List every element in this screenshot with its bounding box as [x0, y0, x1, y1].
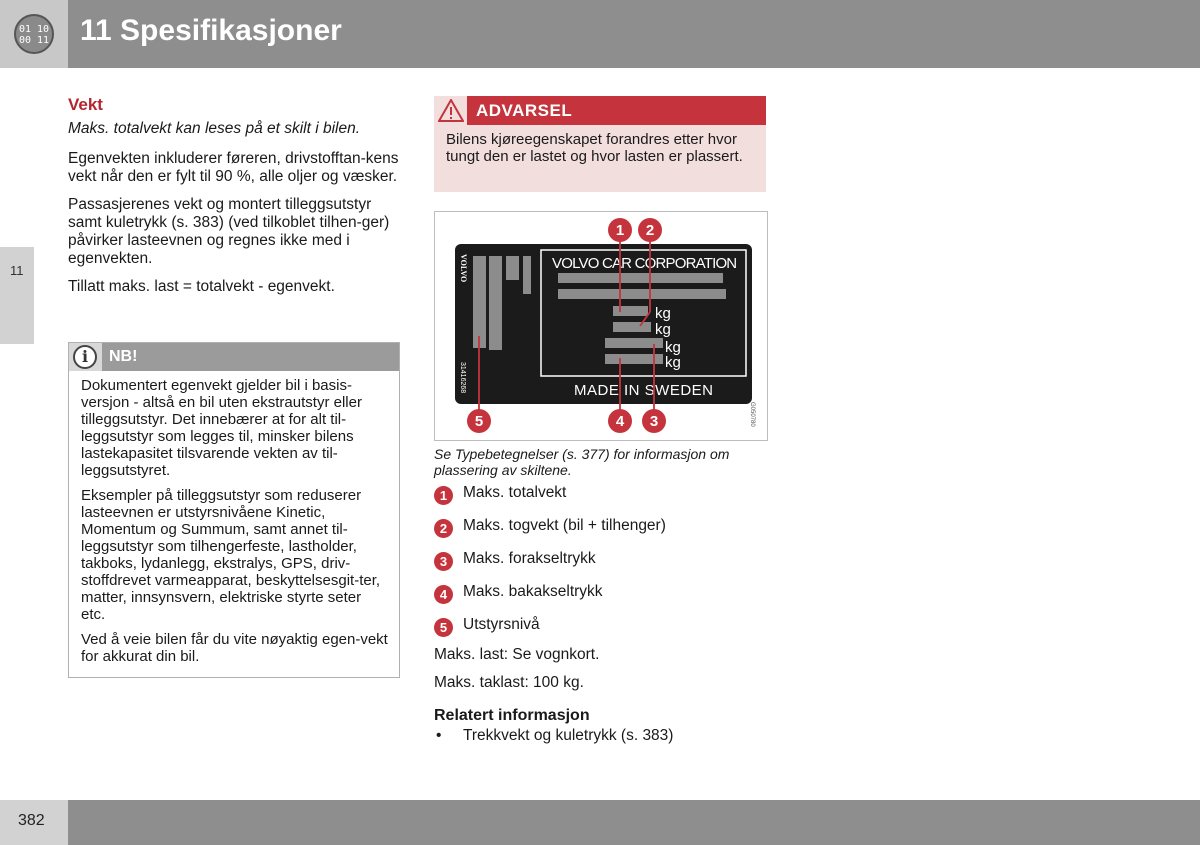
plate-bar [523, 256, 531, 294]
legend-item [434, 583, 774, 616]
callout-legend [434, 484, 774, 649]
plate-corporation: VOLVO CAR CORPORATION [552, 255, 737, 272]
legend-number-badge: 1 [434, 486, 453, 505]
legend-item [434, 517, 774, 550]
plate-bar [489, 256, 502, 326]
callout-label-3: 3 [649, 413, 659, 430]
note-title: NB! [109, 348, 138, 365]
paragraph-max-load-formula: Tillatt maks. last = totalvekt - egenvekt. [68, 278, 335, 295]
paragraph-passengers: Passasjerenes vekt og montert tilleggsutstyr samt kuletrykk (s. 383) (ved tilkoblet tilhen-ger) påvirker lasteevnen og regnes ikke med i egenvekten. [68, 196, 390, 267]
related-link[interactable]: Trekkvekt og kuletrykk (s. 383) [463, 727, 674, 744]
warning-header [434, 96, 766, 125]
page-number: 382 [18, 812, 45, 829]
legend-item [434, 616, 774, 649]
weight-plate-figure [434, 211, 768, 441]
legend-label: Utstyrsnivå [463, 616, 540, 633]
plate-code-vertical: 31416268 [459, 362, 466, 394]
plate-bar [489, 320, 502, 350]
weight-plate-illustration [435, 212, 769, 442]
section-heading: Vekt [68, 95, 103, 114]
note-paragraph-2: Eksempler på tilleggsutstyr som reduserer lasteevnen er utstyrsnivåene Kinetic, Momentum og Summum, samt annet til-leggsutstyr som tilhengerfeste, lastholder, takboks, lydanlegg, ekstralys, GPS, driv-stoffdrevet varmeapparat, beskyttelsesgit-ter, matter, innsynsvern, elektriske styrte seter etc. [81, 487, 381, 623]
plate-bar [506, 256, 519, 280]
note-paragraph-1: Dokumentert egenvekt gjelder bil i basis-versjon - altså en bil uten ekstrautstyr eller tilleggsutstyr. Det innebærer at for alt til-leggsutstyr som legges til, minsker bilens lastekapasitet tilsvarende vekten av til-leggsutstyret. [81, 377, 362, 479]
warning-box [434, 96, 766, 192]
plate-unit: kg [665, 339, 681, 356]
legend-item [434, 550, 774, 583]
plate-made-in: MADE IN SWEDEN [574, 382, 714, 399]
figure-caption: Se Typebetegnelser (s. 377) for informasjon om plassering av skiltene. [434, 446, 730, 478]
plate-unit: kg [655, 305, 671, 322]
max-load-text: Maks. last: Se vognkort. [434, 646, 600, 663]
note-header [69, 343, 399, 371]
warning-text: Bilens kjøreegenskapet forandres etter hvor tungt den er lastet og hvor lasten er plassert. [446, 131, 743, 165]
paragraph-curb-weight: Egenvekten inkluderer føreren, drivstofftan-kens vekt når den er fylt til 90 %, alle oljer og væsker. [68, 150, 399, 185]
bullet: • [436, 727, 442, 744]
legend-label: Maks. totalvekt [463, 484, 567, 501]
figure-code: G050780 [749, 402, 755, 427]
chapter-icon-line-2: 00 11 [18, 35, 50, 46]
legend-label: Maks. forakseltrykk [463, 550, 596, 567]
page-title: 11 Spesifikasjoner [80, 14, 342, 47]
intro-text: Maks. totalvekt kan leses på et skilt i bilen. [68, 120, 361, 137]
related-info-heading: Relatert informasjon [434, 707, 590, 724]
related-list-item[interactable] [434, 727, 673, 745]
callout-label-1: 1 [615, 222, 625, 239]
legend-label: Maks. bakakseltrykk [463, 583, 603, 600]
plate-field [613, 306, 648, 316]
plate-brand-vertical: VOLVO [459, 254, 468, 283]
legend-number-badge: 4 [434, 585, 453, 604]
footer-bar [68, 800, 1200, 845]
plate-unit: kg [655, 321, 671, 338]
plate-field [558, 289, 726, 299]
max-roof-load-text: Maks. taklast: 100 kg. [434, 674, 584, 691]
legend-number-badge: 5 [434, 618, 453, 637]
callout-label-5: 5 [474, 413, 484, 430]
legend-number-badge: 3 [434, 552, 453, 571]
note-paragraph-3: Ved å veie bilen får du vite nøyaktig egen-vekt for akkurat din bil. [81, 631, 388, 665]
note-box [68, 342, 400, 678]
warning-triangle-icon [438, 99, 464, 122]
legend-number-badge: 2 [434, 519, 453, 538]
info-icon: i [73, 345, 97, 369]
callout-label-2: 2 [645, 222, 655, 239]
note-body [69, 371, 399, 665]
legend-label: Maks. togvekt (bil + tilhenger) [463, 517, 666, 534]
legend-item [434, 484, 774, 517]
plate-bar [473, 256, 486, 348]
chapter-side-tab [0, 247, 34, 344]
left-column [68, 96, 400, 306]
header-left-block [0, 0, 68, 68]
callout-label-4: 4 [615, 413, 625, 430]
plate-field [613, 322, 651, 332]
warning-title: ADVARSEL [476, 101, 573, 120]
plate-unit: kg [665, 354, 681, 371]
chapter-icon-line-1: 01 10 [18, 24, 50, 35]
chapter-icon [14, 14, 54, 54]
plate-field [558, 273, 723, 283]
chapter-side-tab-number: 11 [10, 263, 24, 278]
